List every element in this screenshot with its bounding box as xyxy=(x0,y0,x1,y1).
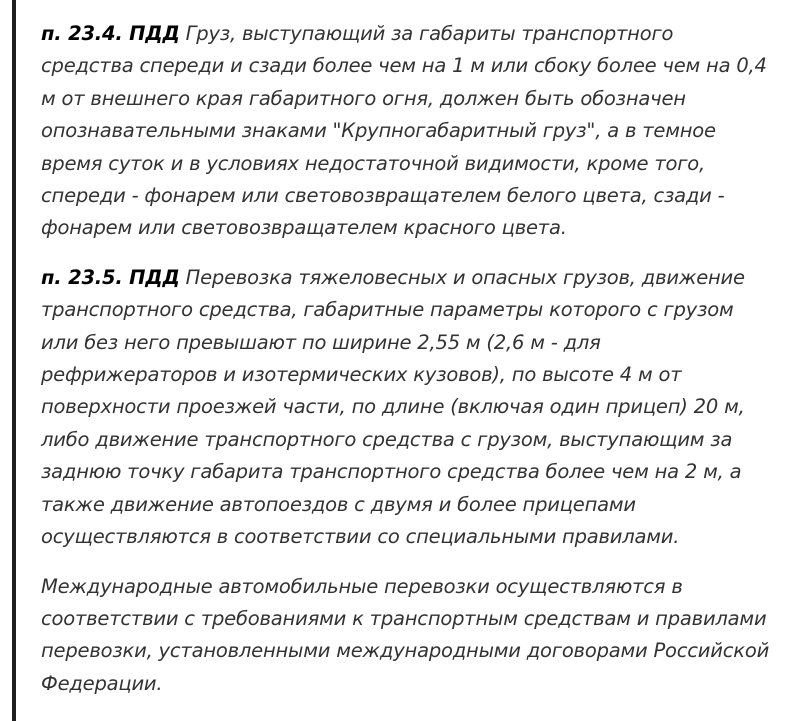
paragraph-text: Перевозка тяжеловесных и опасных грузов, движение транспортного средства, габаритные параметры которого с грузом или без него превышают по ширине 2,55 м (2,6 м - для рефрижераторов и изотермических кузовов), по высоте 4 м от поверхности проезжей части, по длине (включая один прицеп) 20 м, либо движение транспортного средства с грузом, выступающим за заднюю точку габарита транспортного средства более чем на 2 м, а также движение автопоездов с двумя и более прицепами осуществляются в соответствии со специальными правилами. xyxy=(41,265,745,549)
paragraph-text: Международные автомобильные перевозки осуществляются в соответствии с требованиями к транспортным средствам и правилами перевозки, установленными международными договорами Российской Федерации. xyxy=(41,574,770,695)
paragraph-ref: п. 23.5. ПДД xyxy=(41,265,180,289)
quote-border-bar xyxy=(12,0,16,721)
paragraph-text: Груз, выступающий за габариты транспортного средства спереди и сзади более чем на 1 м или сбоку более чем на 0,4 м от внешнего края габаритного огня, должен быть обозначен опознавательными знаками "Крупногабаритный груз", а в темное время суток и в условиях недостаточной видимости, кроме того, спереди - фонарем или световозвращателем белого цвета, сзади - фонарем или световозвращателем красного цвета. xyxy=(41,22,767,240)
paragraph-international xyxy=(41,571,771,701)
paragraph-23-4 xyxy=(41,18,771,245)
paragraph-23-5 xyxy=(41,262,771,554)
paragraph-ref: п. 23.4. ПДД xyxy=(41,22,180,45)
quote-body xyxy=(41,18,771,717)
